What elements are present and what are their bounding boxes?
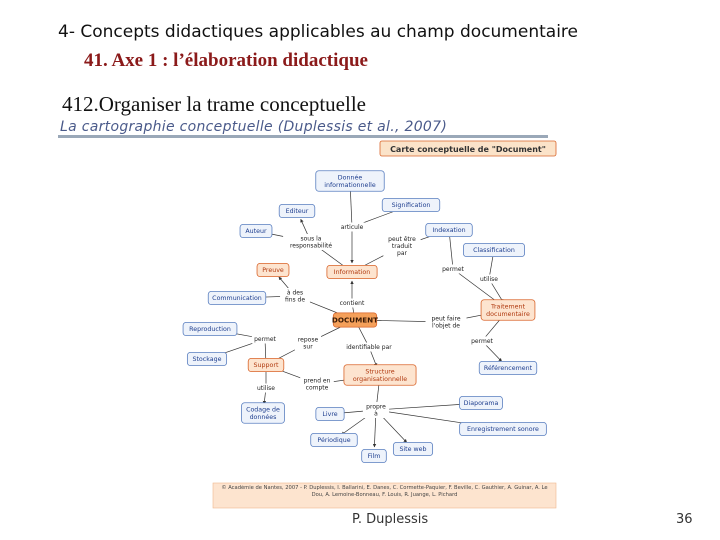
concept-node-indexation (426, 223, 473, 236)
concept-node-label-referencement: Référencement (483, 365, 533, 373)
link-label-repose-sur: repose sur (297, 336, 319, 351)
concept-map-image (180, 138, 558, 510)
concept-node-periodique (311, 433, 358, 446)
concept-node-label-film: Film (367, 453, 381, 461)
concept-node-label-siteweb: Site web (399, 446, 427, 454)
link-label-articule: articule (340, 224, 364, 232)
concept-node-label-editeur: Editeur (285, 208, 309, 216)
credit-box (213, 483, 556, 508)
concept-node-label-auteur: Auteur (245, 228, 267, 236)
link-label-permet-2: permet (471, 338, 493, 346)
concept-node-communication (208, 291, 266, 304)
concept-map (180, 138, 558, 510)
concept-node-label-traitement: Traitement documentaire (486, 303, 530, 318)
concept-node-livre (316, 407, 344, 420)
concept-node-preuve (257, 263, 289, 276)
concept-node-stockage (187, 352, 226, 365)
link-label-propre-a: propre à (366, 403, 386, 418)
concept-node-film (362, 449, 387, 462)
concept-node-auteur (240, 224, 272, 237)
map-title-box (380, 141, 556, 156)
concept-node-label-livre: Livre (322, 411, 338, 419)
footer-author: P. Duplessis (352, 512, 429, 527)
concept-node-enregistrement (460, 422, 547, 435)
concept-node-support (248, 358, 284, 371)
concept-node-label-stockage: Stockage (192, 356, 222, 364)
link-label-identifiable: identifiable par (346, 344, 392, 352)
concept-node-label-structure: Structure organisationnelle (352, 368, 408, 383)
map-title: Carte conceptuelle de "Document" (390, 145, 546, 154)
link-label-utilise-2: utilise (257, 385, 275, 393)
concept-node-referencement (479, 361, 537, 374)
link-label-prend-en-compte: prend en compte (303, 377, 331, 392)
concept-node-label-periodique: Périodique (317, 437, 351, 445)
concept-node-traitement (481, 300, 535, 320)
concept-node-structure (344, 365, 416, 385)
concept-node-label-communication: Communication (212, 295, 262, 303)
link-label-sous-la-resp: sous la responsabilité (289, 235, 333, 250)
link-label-contient: contient (339, 300, 365, 308)
concept-node-label-donnee: Donnée informationnelle (324, 174, 376, 189)
concept-node-classification (463, 243, 524, 256)
concept-node-diaporama (460, 396, 503, 409)
link-label-permet-1: permet (442, 266, 464, 274)
concept-map-nodes (183, 171, 546, 463)
concept-node-editeur (279, 204, 315, 217)
concept-node-label-reproduction: Reproduction (189, 326, 231, 334)
concept-node-label-signification: Signification (391, 202, 431, 210)
concept-node-information (327, 265, 377, 278)
concept-node-label-information: Information (333, 269, 371, 277)
link-propre-a-diaporama (376, 404, 472, 410)
link-label-utilise-1: utilise (480, 276, 498, 284)
link-label-peut-faire: peut faire l'objet de (431, 315, 461, 330)
link-label-permet-3: permet (254, 336, 276, 344)
concept-node-reproduction (183, 322, 237, 335)
concept-node-siteweb (393, 442, 432, 455)
concept-node-donnee (316, 171, 384, 191)
caption: La cartographie conceptuelle (Duplessis et al., 2007) (60, 119, 448, 135)
concept-node-document (332, 313, 378, 327)
subtitle: 412.Organiser la trame conceptuelle (62, 92, 366, 116)
concept-node-label-support: Support (253, 362, 279, 370)
concept-node-signification (382, 198, 440, 211)
concept-node-label-indexation: Indexation (432, 227, 466, 235)
page-number: 36 (676, 512, 693, 527)
concept-node-label-document: DOCUMENT (331, 315, 379, 325)
link-label-peut-etre-traduit: peut être traduit par (388, 236, 416, 257)
credit-text: © Académie de Nantes, 2007 - P. Duplessis, I. Ballarini, E. Danes, C. Cormette-Paquier, F. Beville, C. Gauthier, A. Guinar, A. Le Dou, A. Lemoine-Bonneau, F. Louis, R. Juange, L. Pichard (221, 485, 548, 498)
axis-title: 41. Axe 1 : l’élaboration didactique (84, 50, 368, 71)
section-title: 4- Concepts didactiques applicables au champ documentaire (58, 22, 578, 42)
concept-node-label-classification: Classification (473, 247, 515, 255)
concept-node-codage (242, 403, 285, 423)
link-label-a-des-fins: à des fins de (284, 289, 306, 304)
concept-node-label-preuve: Preuve (262, 267, 284, 275)
concept-node-label-diaporama: Diaporama (463, 400, 499, 408)
concept-node-label-enregistrement: Enregistrement sonore (467, 426, 539, 434)
concept-node-label-codage: Codage de données (246, 406, 280, 421)
